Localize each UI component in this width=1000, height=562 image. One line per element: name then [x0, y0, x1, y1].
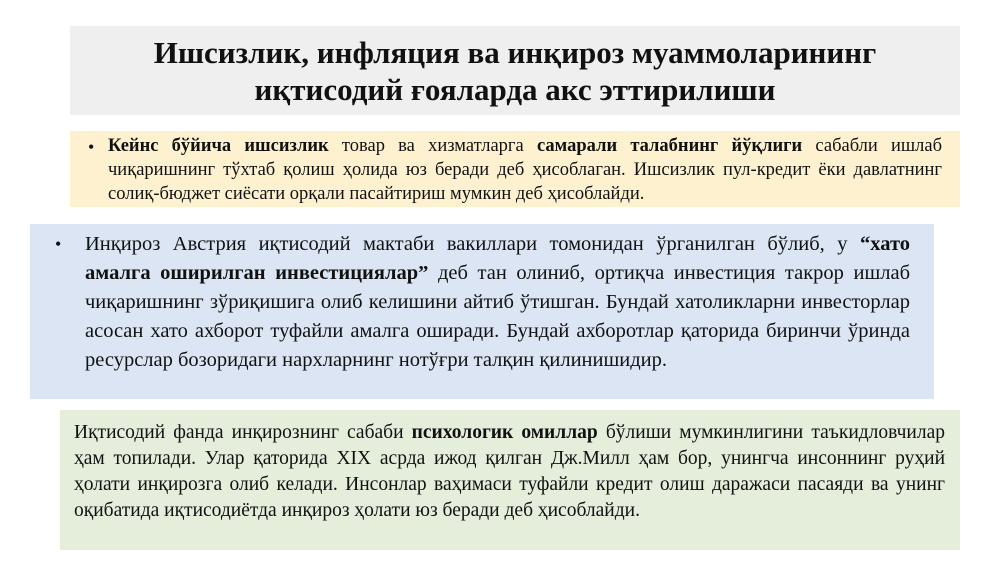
bullet-icon: •	[88, 137, 95, 157]
bullet-icon: •	[55, 234, 62, 254]
slide-title	[70, 26, 960, 115]
title-line-1: Ишсизлик, инфляция ва инқироз муаммоларининг	[153, 35, 877, 70]
austrian-school-crisis-block	[30, 224, 934, 399]
block3-text: Иқтисодий фанда инқирознинг сабаби психологик омиллар бўлиши мумкинлигини таъкидловчилар ҳам топилади. Улар қаторида XIX асрда ижод қилган Дж.Милл ҳам бор, унингча инсоннинг руҳий ҳолати инқирозга олиб келади. Инсонлар ваҳимаси туфайли кредит олиш даражаси пасаяди ва унинг оқибатида иқтисодиётда инқироз ҳолати юз беради деб ҳисоблайди.	[74, 422, 946, 521]
block2-text: Инқироз Австрия иқтисодий мактаби вакиллари томонидан ўрганилган бўлиб, у “хато амалга оширилган инвестициялар” деб тан олиниб, ортиқча инвестиция такрор ишлаб чиқаришнинг зўриқишига олиб келишини айтиб ўтишган. Бундай хатоликларни инвесторлар асосан хато ахборот туфайли амалга оширади. Бундай ахборотлар қаторида биринчи ўринда ресурслар бозоридаги нархларнинг нотўғри талқин қилинишидир.	[85, 233, 911, 371]
title-line-2: иқтисодий ғояларда акс эттирилиши	[254, 72, 776, 107]
block1-text: Кейнс бўйича ишсизлик товар ва хизматларга самарали талабнинг йўқлиги сабабли ишлаб чиқаришнинг тўхтаб қолиш ҳолида юз беради деб ҳисоблаган. Ишсизлик пул-кредит ёки давлатнинг солиқ-бюджет сиёсати орқали пасайтириш мумкин деб ҳисоблайди.	[108, 136, 943, 204]
keynes-unemployment-block	[70, 131, 960, 207]
psychological-factors-block	[60, 410, 960, 550]
